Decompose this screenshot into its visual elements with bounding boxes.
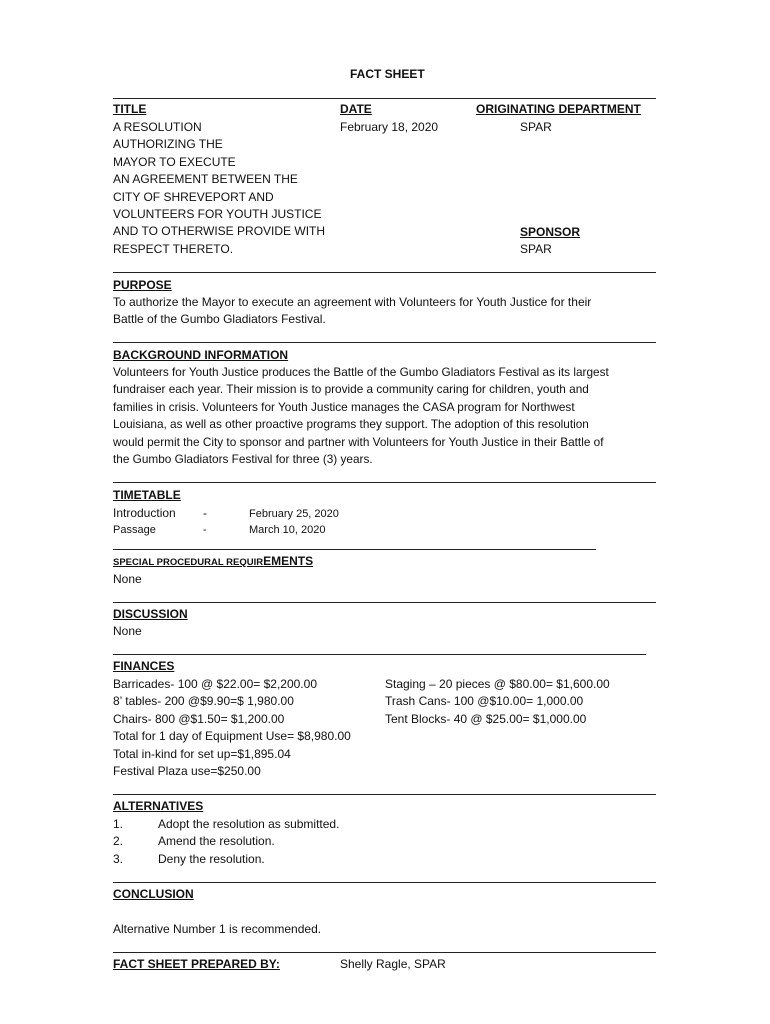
finance-line: Chairs- 800 @$1.50= $1,200.00 — [113, 711, 285, 726]
finance-line: Total for 1 day of Equipment Use= $8,980.00 — [113, 729, 351, 744]
title-line: MAYOR TO EXECUTE — [113, 154, 236, 169]
background-line: the Gumbo Gladiators Festival for three (3) years. — [113, 451, 373, 466]
divider — [113, 882, 656, 883]
resolution-title — [113, 119, 333, 258]
timetable-passage-date: March 10, 2020 — [249, 524, 326, 536]
timetable-introduction-date: February 25, 2020 — [249, 508, 339, 520]
divider — [113, 272, 656, 273]
discussion-value: None — [113, 624, 142, 638]
alternative-text: Deny the resolution. — [158, 851, 265, 866]
timetable-introduction-name: Introduction — [113, 506, 176, 520]
purpose-text — [113, 294, 658, 329]
timetable-passage-name: Passage — [113, 524, 156, 536]
title-line: A RESOLUTION — [113, 120, 202, 134]
finance-line: Staging – 20 pieces @ $80.00= $1,600.00 — [385, 677, 610, 691]
finance-line: Tent Blocks- 40 @ $25.00= $1,000.00 — [385, 711, 587, 726]
alternative-number: 3. — [113, 851, 124, 866]
title-line: VOLUNTEERS FOR YOUTH JUSTICE — [113, 207, 322, 222]
background-label: BACKGROUND INFORMATION — [113, 348, 289, 362]
timetable-dash: - — [203, 506, 207, 520]
alternative-number: 2. — [113, 834, 124, 849]
divider — [113, 654, 646, 655]
finances-right-column — [385, 676, 655, 728]
page-title: FACT SHEET — [350, 67, 425, 81]
alternative-item — [113, 833, 658, 850]
alternatives-label: ALTERNATIVES — [113, 799, 204, 813]
finance-line: Barricades- 100 @ $22.00= $2,200.00 — [113, 677, 317, 691]
finances-label: FINANCES — [113, 659, 175, 673]
originating-department-label: ORIGINATING DEPARTMENT — [476, 102, 641, 116]
title-line: AND TO OTHERWISE PROVIDE WITH — [113, 224, 326, 239]
finance-line: Festival Plaza use=$250.00 — [113, 763, 261, 778]
timetable-dash: - — [203, 524, 207, 536]
sponsor-label: SPONSOR — [520, 225, 581, 239]
timetable-label: TIMETABLE — [113, 488, 181, 502]
alternative-item — [113, 816, 658, 833]
conclusion-label: CONCLUSION — [113, 887, 194, 901]
originating-department-value: SPAR — [520, 120, 552, 134]
divider — [113, 342, 656, 343]
finance-line: Trash Cans- 100 @$10.00= 1,000.00 — [385, 694, 584, 709]
date-label: DATE — [340, 102, 372, 116]
divider — [113, 549, 596, 550]
background-line: Volunteers for Youth Justice produces the Battle of the Gumbo Gladiators Festival as its largest — [113, 365, 609, 379]
background-line: would permit the City to sponsor and partner with Volunteers for Youth Justice in their Battle of — [113, 434, 604, 449]
title-line: AN AGREEMENT BETWEEN THE — [113, 172, 298, 187]
background-line: fundraiser each year. Their mission is to provide a community caring for children, youth and — [113, 382, 589, 397]
prepared-by-value: Shelly Ragle, SPAR — [340, 957, 446, 971]
title-line: RESPECT THERETO. — [113, 241, 234, 256]
background-text — [113, 364, 658, 468]
background-line: families in crisis. Volunteers for Youth Justice manages the CASA program for Northwest — [113, 399, 575, 414]
alternative-text: Adopt the resolution as submitted. — [158, 817, 340, 831]
finance-line: 8’ tables- 200 @$9.90=$ 1,980.00 — [113, 694, 294, 709]
divider — [113, 482, 656, 483]
divider — [113, 794, 656, 795]
special-label-part: EMENTS — [263, 554, 314, 568]
finances-left-column — [113, 676, 383, 780]
special-requirements-label — [113, 553, 313, 571]
title-label: TITLE — [113, 102, 147, 116]
sponsor-value: SPAR — [520, 242, 552, 256]
alternative-number: 1. — [113, 817, 124, 831]
alternatives-list — [113, 816, 658, 868]
title-line: AUTHORIZING THE — [113, 137, 223, 152]
purpose-line: To authorize the Mayor to execute an agreement with Volunteers for Youth Justice for their — [113, 295, 592, 309]
finance-line: Total in-kind for set up=$1,895.04 — [113, 746, 291, 761]
conclusion-text: Alternative Number 1 is recommended. — [113, 922, 322, 936]
special-requirements-value: None — [113, 572, 142, 586]
title-line: CITY OF SHREVEPORT AND — [113, 189, 274, 204]
date-value: February 18, 2020 — [340, 120, 439, 134]
alternative-text: Amend the resolution. — [158, 834, 275, 849]
alternative-item — [113, 851, 658, 868]
divider — [113, 952, 656, 953]
discussion-label: DISCUSSION — [113, 607, 188, 621]
special-label-part: SPECIAL PROCEDURAL REQUIR — [113, 557, 264, 568]
prepared-by-label: FACT SHEET PREPARED BY: — [113, 957, 280, 971]
background-line: Louisiana, as well as other proactive programs they support. The adoption of this resolution — [113, 417, 589, 432]
divider — [113, 98, 656, 99]
purpose-line: Battle of the Gumbo Gladiators Festival. — [113, 312, 326, 327]
divider — [113, 602, 656, 603]
purpose-label: PURPOSE — [113, 278, 172, 292]
